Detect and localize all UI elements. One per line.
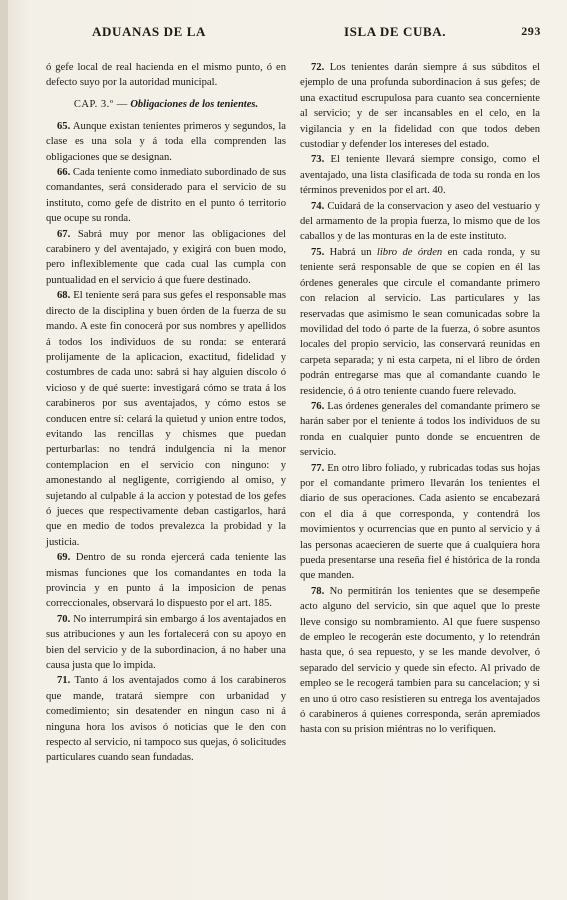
article-text: No interrumpirá sin embargo á los aventajados en sus atribuciones y aun les fortalecerá con su apoyo en bien del servicio y de la subordinacion, á no haber una causa justa que lo impida. (46, 613, 286, 672)
article-paragraph (46, 119, 286, 165)
page-number: 293 (521, 24, 541, 38)
article-text: Sabrá muy por menor las obligaciones del carabinero y del aventajado, y exigirá con buen modo, pero inflexiblemente que cada cual las cumpla con puntualidad en el servicio á que fuere destinado. (46, 228, 286, 286)
article-paragraph (46, 673, 286, 765)
article-text: Cuidará de la conservacion y aseo del vestuario y del armamento de la propia fuerza, lo mismo que de los caballos y de las monturas en la de este instituto. (300, 200, 540, 243)
article-number: 71. (57, 675, 71, 687)
article-number: 78. (311, 585, 325, 597)
article-paragraph (46, 550, 286, 612)
book-gutter (0, 0, 8, 900)
header-left-title: ADUANAS DE LA (92, 24, 206, 39)
article-paragraph (46, 227, 286, 289)
article-text: Habrá un (329, 246, 377, 258)
right-column (300, 60, 540, 766)
article-text: El teniente será para sus gefes el responsable mas directo de la disciplina y buen órden de la fuerza de su mando. A este fin conocerá por sus nombres y apellidos á todos los individuos de su ronda: se enterará prolijamente de la aplicacion, exactitud, fidelidad y costumbres de cada uno: sabrá si hay alguien díscolo ó vicioso y de qué suerte: investigará cómo se trata á los carabineros por sus aventajados, y cómo estos se conducen entre sí: celará la quietud y union entre todos, evitando las rencillas y chismes que puedan perturbarlas: no tendrá indulgencia ni la menor contemplacion en el servicio con ninguno: y amonestando al negligente, corrigiendo al omiso, y sujetando al culpable á la accion y potestad de los gefes ó jueces que respectivamente deban castigarlos, hará que en medio de todos prevalezca la probidad y la justicia. (46, 290, 287, 548)
chapter-label: CAP. 3.º — (73, 98, 128, 110)
chapter-heading (46, 97, 286, 113)
article-number: 75. (311, 246, 325, 258)
article-number: 74. (311, 200, 325, 212)
article-number: 67. (57, 228, 71, 240)
article-paragraph (300, 399, 540, 461)
article-number: 70. (57, 613, 71, 625)
article-text: Tanto á los aventajados como á los carabineros que mande, tratará siempre con urbanidad y comedimiento; sin desatender en ningun caso ni á ninguna hora los avisos ó noticias que le den con respecto al servicio, ni tampoco sus quejas, ó solicitudes particulares cuando sean fundadas. (46, 675, 286, 764)
chapter-title: Obligaciones de los tenientes. (130, 98, 259, 110)
article-number: 77. (311, 462, 325, 474)
article-text: Aunque existan tenientes primeros y segundos, la clase es una sola y á toda ella comprenden las obligaciones que se designan. (46, 120, 286, 163)
article-paragraph (300, 152, 540, 198)
article-paragraph (300, 461, 540, 584)
article-number: 68. (57, 290, 71, 302)
article-text: En otro libro foliado, y rubricadas todas sus hojas por el comandante primero llevarán los tenientes el diario de sus operaciones. Cada asiento se encabezará con el dia á que corresponda, y contendrá los movimientos y ocurrencias que en punto al servicio y á las personas acaecieren de suerte que á cualquiera hora pueda presentarse una reseña fiel é histórica de la ronda que manden. (300, 462, 540, 582)
intro-paragraph: ó gefe local de real hacienda en el mismo punto, ó en defecto suyo por la autoridad municipal. (46, 62, 286, 89)
article-number: 73. (311, 154, 325, 166)
article-paragraph (300, 199, 540, 245)
article-text: El teniente llevará siempre consigo, como el aventajado, una lista clasificada de toda su ronda en los términos prevenidos por el art. 40. (300, 154, 540, 197)
article-paragraph (46, 165, 286, 227)
article-paragraph (300, 584, 540, 738)
article-number: 66. (57, 167, 71, 179)
article-number: 65. (57, 120, 71, 132)
article-text: Las órdenes generales del comandante primero se harán saber por el teniente á todos los individuos de su ronda en cualquier punto donde se encuentren de servicio. (300, 400, 541, 459)
article-number: 72. (311, 62, 325, 73)
article-text: No permitirán los tenientes que se desempeñe acto alguno del servicio, sin que aquel que lo preste lleve consigo su nombramiento. Al que fuere suspenso de empleo le recogerán este documento, y lo retendrán hasta que, ó sea repuesto, y se les mande devolver, ó separado del servicio y quede sin efecto. Al privado de empleo se le recogerá tambien para su cancelacion; y si en uno ú otro caso resistieren su entrega los aventajados ó carabineros á quienes corresponda, serán apremiados hasta con su prision miéntras no lo verifiquen. (300, 585, 540, 736)
running-header (46, 18, 547, 44)
article-paragraph (46, 612, 286, 674)
article-paragraph (300, 245, 540, 399)
left-paragraph-list (46, 119, 286, 766)
article-text: Cada teniente como inmediato subordinado de sus comandantes, será considerado para el servicio de su instituto, como gefe de distrito en el punto ó territorio que ocupe su ronda. (46, 167, 286, 225)
article-paragraph (300, 60, 540, 152)
article-number: 69. (57, 552, 71, 564)
header-right-title: ISLA DE CUBA. (344, 24, 447, 39)
article-paragraph (46, 288, 286, 550)
article-emphasis: libro de órden (376, 246, 443, 258)
article-number: 76. (311, 400, 325, 412)
article-text: Los tenientes darán siempre á sus súbditos el ejemplo de una profunda subordinacion á sus gefes; de una exactitud escrupulosa para cuanto sea concerniente al servicio; y de ser incansables en el celo, en la vigilancia y en la fidelidad con que todos deben custodiar y defender los intereses del estado. (300, 62, 540, 151)
right-paragraph-list (300, 60, 540, 738)
text-columns (46, 60, 547, 766)
article-text: Dentro de su ronda ejercerá cada teniente las mismas funciones que los comandantes en toda la provincia y en punto á la imposicion de penas correccionales, observará lo dispuesto por el art. 185. (46, 552, 286, 610)
left-column (46, 60, 286, 766)
article-text: en cada ronda, y su teniente será responsable de que se copien en él las órdenes generales que circule el comandante primero con relacion al servicio. Las particulares y las reservadas que asimismo le sean comunicadas sobre la movilidad del todo ó parte de la fuerza, ó sobre asuntos locales del propio servicio, las conservará reunidas en carpeta separada; y ni esta carpeta, ni el libro de órden podrán entregarse mas que al comandante cuando le residencie, ó á otro teniente cuando fuere relevado. (300, 246, 540, 397)
